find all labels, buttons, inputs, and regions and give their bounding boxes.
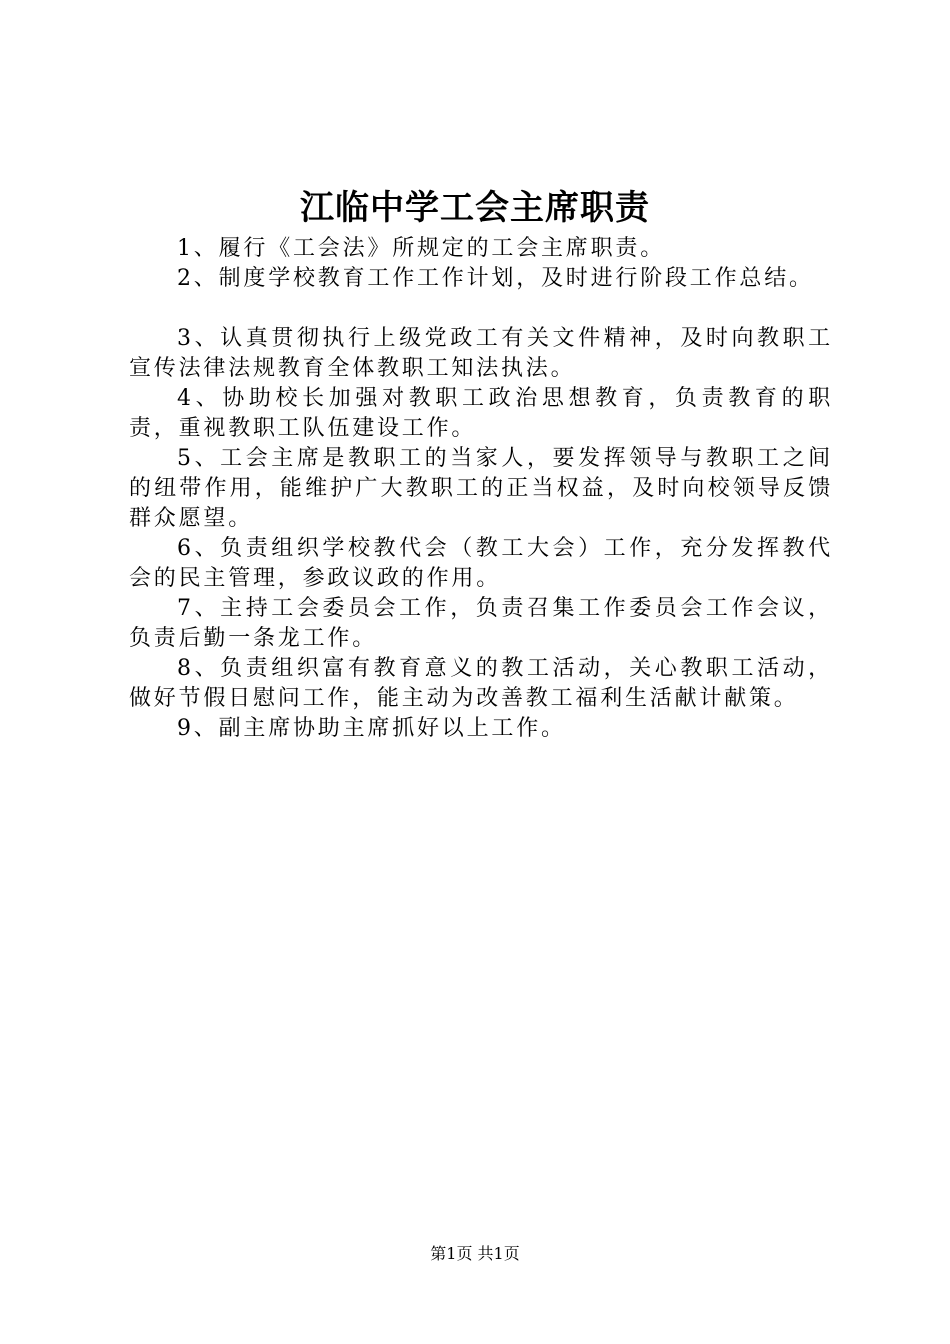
paragraph-6: 6、负责组织学校教代会（教工大会）工作，充分发挥教代会的民主管理，参政议政的作用。 bbox=[129, 536, 833, 591]
page-footer: 第1页 共1页 bbox=[430, 1244, 520, 1263]
paragraph-7: 7、主持工会委员会工作，负责召集工作委员会工作会议，负责后勤一条龙工作。 bbox=[129, 596, 833, 651]
paragraph-5: 5、工会主席是教职工的当家人，要发挥领导与教职工之间的纽带作用，能维护广大教职工的正当权益，及时向校领导反馈群众愿望。 bbox=[129, 446, 833, 531]
paragraph-4: 4、协助校长加强对教职工政治思想教育，负责教育的职责，重视教职工队伍建设工作。 bbox=[129, 386, 833, 441]
paragraph-2: 2、制度学校教育工作工作计划，及时进行阶段工作总结。 bbox=[177, 266, 814, 291]
paragraph-8: 8、负责组织富有教育意义的教工活动，关心教职工活动，做好节假日慰问工作，能主动为改善教工福利生活献计献策。 bbox=[129, 656, 833, 711]
paragraph-1: 1、履行《工会法》所规定的工会主席职责。 bbox=[177, 236, 665, 261]
document-body bbox=[129, 234, 833, 744]
paragraph-3: 3、认真贯彻执行上级党政工有关文件精神，及时向教职工宣传法律法规教育全体教职工知法执法。 bbox=[129, 326, 833, 381]
document-title: 江临中学工会主席职责 bbox=[300, 188, 650, 228]
paragraph-9: 9、副主席协助主席抓好以上工作。 bbox=[177, 716, 566, 741]
